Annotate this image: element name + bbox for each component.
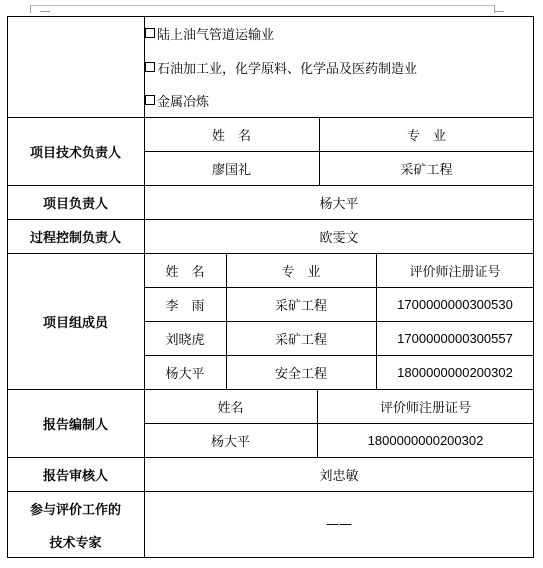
tech-lead-name-header: 姓 名 (211, 128, 251, 144)
industry-option-label: 金属冶炼 (157, 94, 210, 110)
team-member-name: 李 雨 (165, 298, 205, 314)
report-author-label: 报告编制人 (42, 417, 108, 433)
team-member-major: 安全工程 (274, 366, 327, 382)
experts-label-line: 技术专家 (49, 535, 102, 551)
project-lead-value: 杨大平 (319, 196, 359, 212)
team-member-major: 采矿工程 (274, 332, 327, 348)
industry-option-label: 石油加工业，化学原料、化学品及医药制造业 (157, 61, 418, 77)
report-reviewer-value: 刘忠敏 (319, 468, 359, 484)
report-author-name-header: 姓名 (217, 400, 244, 416)
report-reviewer-label: 报告审核人 (42, 468, 108, 484)
industry-option (145, 23, 274, 43)
team-member-cert: 1700000000300557 (397, 330, 513, 346)
industry-option (145, 90, 209, 110)
checkbox-icon (145, 62, 155, 72)
tech-lead-major: 采矿工程 (400, 162, 453, 178)
tech-lead-name: 廖国礼 (211, 162, 251, 178)
checkbox-icon (145, 28, 155, 38)
team-label: 项目组成员 (42, 315, 108, 331)
experts-label (7, 491, 144, 558)
process-control-lead-value: 欧雯文 (319, 230, 359, 246)
page-edge-mark (40, 11, 50, 12)
team-member-major: 采矿工程 (274, 298, 327, 314)
process-control-lead-label: 过程控制负责人 (29, 230, 121, 246)
team-header-name: 姓 名 (165, 264, 205, 280)
team-header-major: 专 业 (281, 264, 321, 280)
checkbox-icon (145, 95, 155, 105)
team-member-cert: 1800000000200302 (397, 364, 513, 380)
team-member-name: 杨大平 (165, 366, 205, 382)
experts-label-line: 参与评价工作的 (29, 502, 121, 518)
industry-option-label: 陆上油气管道运输业 (157, 27, 275, 43)
experts-value: —— (326, 517, 352, 532)
team-header-cert: 评价师注册证号 (409, 264, 501, 280)
project-lead-label: 项目负责人 (42, 196, 108, 212)
tech-lead-major-header: 专 业 (406, 128, 446, 144)
tech-lead-label: 项目技术负责人 (29, 145, 121, 161)
page-edge-mark (494, 11, 504, 12)
report-author-cert: 1800000000200302 (367, 432, 484, 448)
industry-option (145, 57, 417, 77)
report-author-cert-header: 评价师注册证号 (379, 400, 471, 416)
report-author-name: 杨大平 (210, 434, 250, 450)
team-member-name: 刘晓虎 (165, 332, 205, 348)
page-edge (30, 5, 495, 13)
team-member-cert: 1700000000300530 (397, 296, 513, 312)
